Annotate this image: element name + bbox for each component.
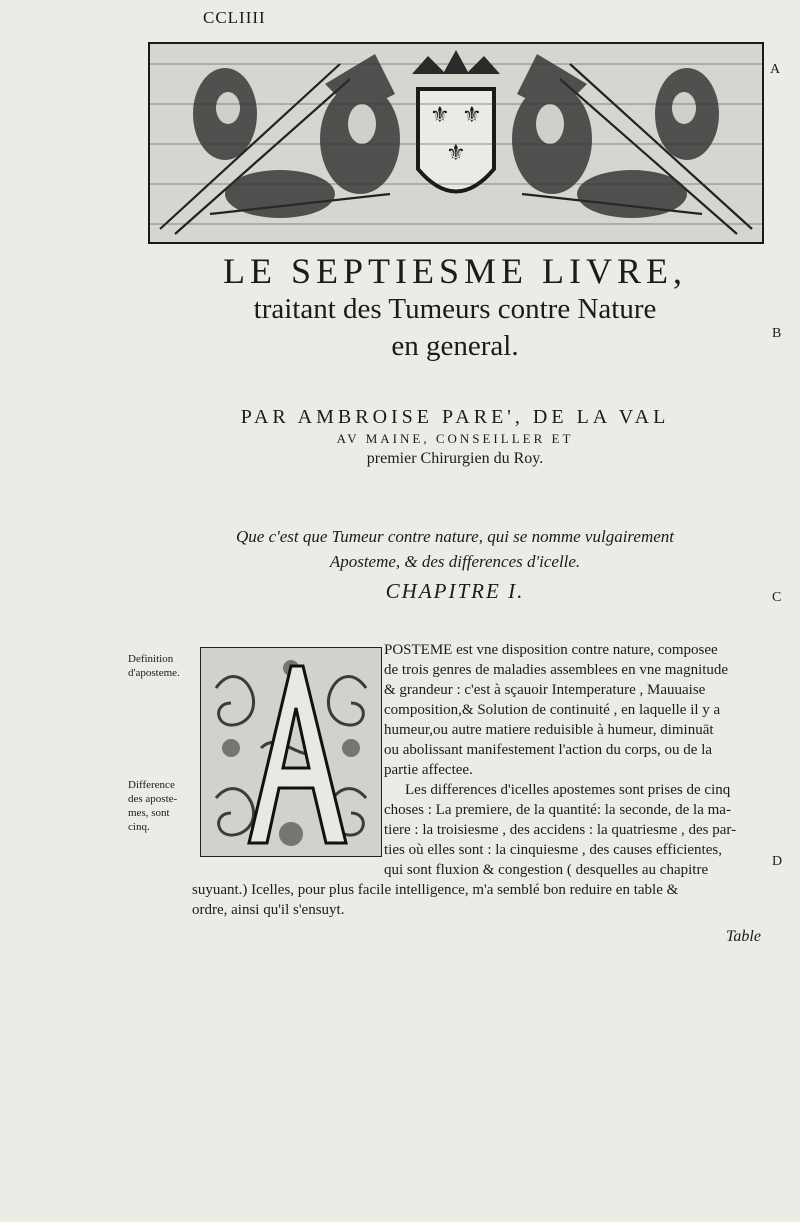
body-line: de trois genres de maladies assemblees en vne magnitude (384, 662, 729, 678)
margin-letter-b: B (772, 326, 782, 341)
book-title-line-2: traitant des Tumeurs contre Nature (253, 293, 657, 325)
chapter-heading: CHAPITRE I. (385, 579, 525, 603)
body-line: qui sont fluxion & congestion ( desquelles au chapitre (384, 862, 709, 878)
sidenote-line: cinq. (128, 821, 150, 833)
book-title-line-3: en general. (391, 330, 519, 362)
headpiece-engraving (150, 44, 762, 242)
body-line: Les differences d'icelles apostemes sont prises de cinq (405, 782, 731, 798)
svg-text:⚜: ⚜ (462, 103, 482, 128)
margin-letter-a: A (770, 62, 781, 77)
body-line: composition,& Solution de continuité , en laquelle il y a (384, 702, 721, 718)
sidenote-line: mes, sont (128, 807, 170, 819)
sidenote-line: des aposte- (128, 793, 178, 805)
book-title-line-1: LE SEPTIESME LIVRE, (223, 251, 687, 291)
svg-text:⚜: ⚜ (430, 103, 450, 128)
body-line: choses : La premiere, de la quantité: la seconde, de la ma- (384, 802, 731, 818)
ornamental-headpiece (148, 42, 764, 244)
chapter-subtitle-line-2: Aposteme, & des differences d'icelle. (329, 552, 581, 571)
body-line: ties où elles sont : la cinquiesme , des causes efficientes, (384, 842, 722, 858)
decorated-initial-a (200, 647, 382, 857)
body-line: ou abolissant manifestement l'action du corps, ou de la (384, 742, 713, 758)
body-line: suyuant.) Icelles, pour plus facile intelligence, m'a semblé bon reduire en table & (192, 882, 679, 898)
sidenote-line: d'aposteme. (128, 667, 180, 679)
body-line: humeur,ou autre matiere reduisible à humeur, diminuāt (384, 722, 714, 738)
catchword: Table (726, 928, 761, 945)
author-line-1: PAR AMBROISE PARE', DE LA VAL (240, 406, 670, 428)
folio-number: CCLIIII (203, 8, 266, 27)
sidenote-definition (128, 652, 198, 680)
body-line: POSTEME est vne disposition contre nature, composee (384, 642, 718, 658)
margin-letter-c: C (772, 590, 782, 605)
initial-letter-ornament (201, 648, 381, 856)
margin-letter-d: D (772, 854, 783, 869)
sidenote-line: Definition (128, 653, 174, 665)
body-line: & grandeur : c'est à sçauoir Intemperature , Mauuaise (384, 682, 706, 698)
body-line: partie affectee. (384, 762, 473, 778)
sidenote-difference (128, 778, 198, 834)
body-line: tiere : la troisiesme , des accidens : la quatriesme , des par- (384, 822, 737, 838)
sidenote-line: Difference (128, 779, 175, 791)
svg-text:⚜: ⚜ (446, 141, 466, 166)
author-line-3: premier Chirurgien du Roy. (366, 450, 544, 467)
chapter-subtitle-line-1: Que c'est que Tumeur contre nature, qui se nomme vulgairement (236, 527, 674, 546)
body-line: ordre, ainsi qu'il s'ensuyt. (192, 902, 345, 918)
author-line-2: AV MAINE, CONSEILLER ET (336, 431, 574, 446)
